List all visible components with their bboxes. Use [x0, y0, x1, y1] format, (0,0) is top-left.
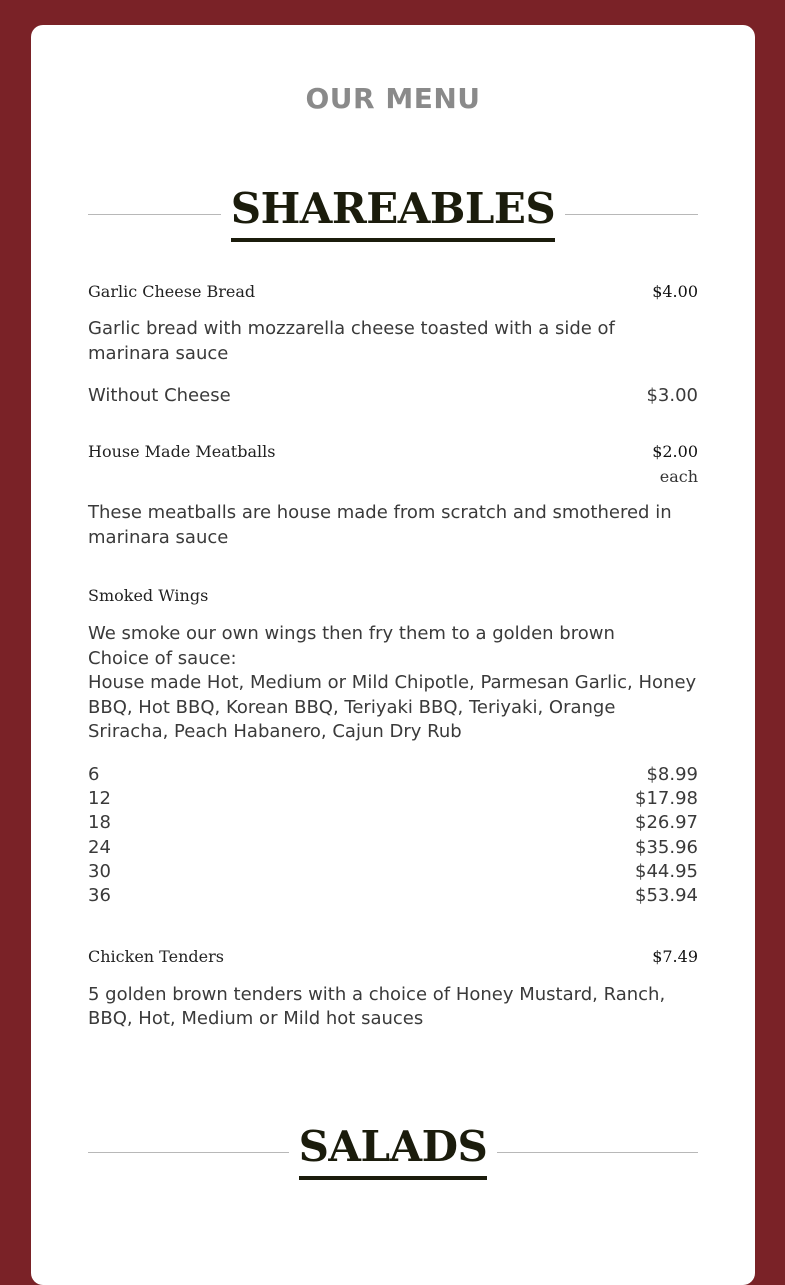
item-price: $4.00 — [652, 282, 698, 301]
option-label: Without Cheese — [88, 385, 231, 406]
wing-size-row — [88, 787, 698, 811]
section-title-shareables — [221, 184, 565, 242]
wing-size-row — [88, 811, 698, 835]
option-price: $3.00 — [646, 385, 698, 406]
menu-item-chicken-tenders — [88, 947, 698, 1032]
menu-item-smoked-wings — [88, 586, 698, 908]
item-header — [88, 442, 698, 487]
item-price: $7.49 — [652, 946, 698, 966]
section-header-salads — [88, 1122, 698, 1192]
menu-item-house-made-meatballs — [88, 442, 698, 550]
section-title-salads — [289, 1122, 498, 1180]
item-header — [88, 586, 698, 606]
menu-card — [31, 25, 755, 1285]
section-header-shareables — [88, 184, 698, 254]
wing-price: $35.96 — [635, 836, 698, 858]
wing-count: 30 — [88, 860, 111, 882]
item-description: 5 golden brown tenders with a choice of Honey Mustard, Ranch, BBQ, Hot, Medium or Mild hot sauces — [88, 983, 666, 1030]
item-description: We smoke our own wings then fry them to a golden brown — [88, 623, 615, 645]
wing-size-list — [88, 763, 698, 909]
item-description: These meatballs are house made from scratch and smothered in marinara sauce — [88, 502, 672, 548]
wing-count: 6 — [88, 763, 100, 785]
section-title-text: SHAREABLES — [231, 184, 555, 242]
item-header — [88, 282, 698, 302]
item-description-sauces: House made Hot, Medium or Mild Chipotle, Parmesan Garlic, Honey BBQ, Hot BBQ, Korean BBQ, Teriyaki BBQ, Teriyaki, Orange Sriracha, Peach Habanero, Cajun Dry Rub — [88, 672, 697, 743]
wing-size-row — [88, 884, 698, 908]
item-description: Garlic bread with mozzarella cheese toasted with a side of marinara sauce — [88, 318, 615, 364]
item-name: House Made Meatballs — [88, 442, 276, 462]
item-header — [88, 947, 698, 967]
item-name: Smoked Wings — [88, 586, 209, 606]
wing-price: $8.99 — [646, 763, 698, 785]
item-name: Garlic Cheese Bread — [88, 282, 256, 301]
item-price-unit: each — [659, 467, 698, 487]
wing-count: 18 — [88, 812, 111, 834]
wing-size-row — [88, 763, 698, 787]
wing-size-row — [88, 836, 698, 860]
item-price: $2.00 — [652, 442, 698, 462]
wing-price: $17.98 — [635, 788, 698, 810]
wing-size-row — [88, 860, 698, 884]
item-name: Chicken Tenders — [88, 946, 224, 966]
wing-count: 24 — [88, 836, 111, 858]
item-description-sauce-label: Choice of sauce: — [88, 647, 237, 669]
wing-price: $44.95 — [635, 860, 698, 882]
page-title: OUR MENU — [305, 82, 481, 115]
item-option-row — [88, 384, 698, 408]
item-price-block — [652, 442, 698, 487]
section-title-text: SALADS — [299, 1122, 488, 1180]
menu-item-garlic-cheese-bread — [88, 282, 698, 408]
wing-price: $53.94 — [635, 885, 698, 907]
wing-count: 36 — [88, 885, 111, 907]
wing-count: 12 — [88, 788, 111, 810]
wing-price: $26.97 — [635, 812, 698, 834]
